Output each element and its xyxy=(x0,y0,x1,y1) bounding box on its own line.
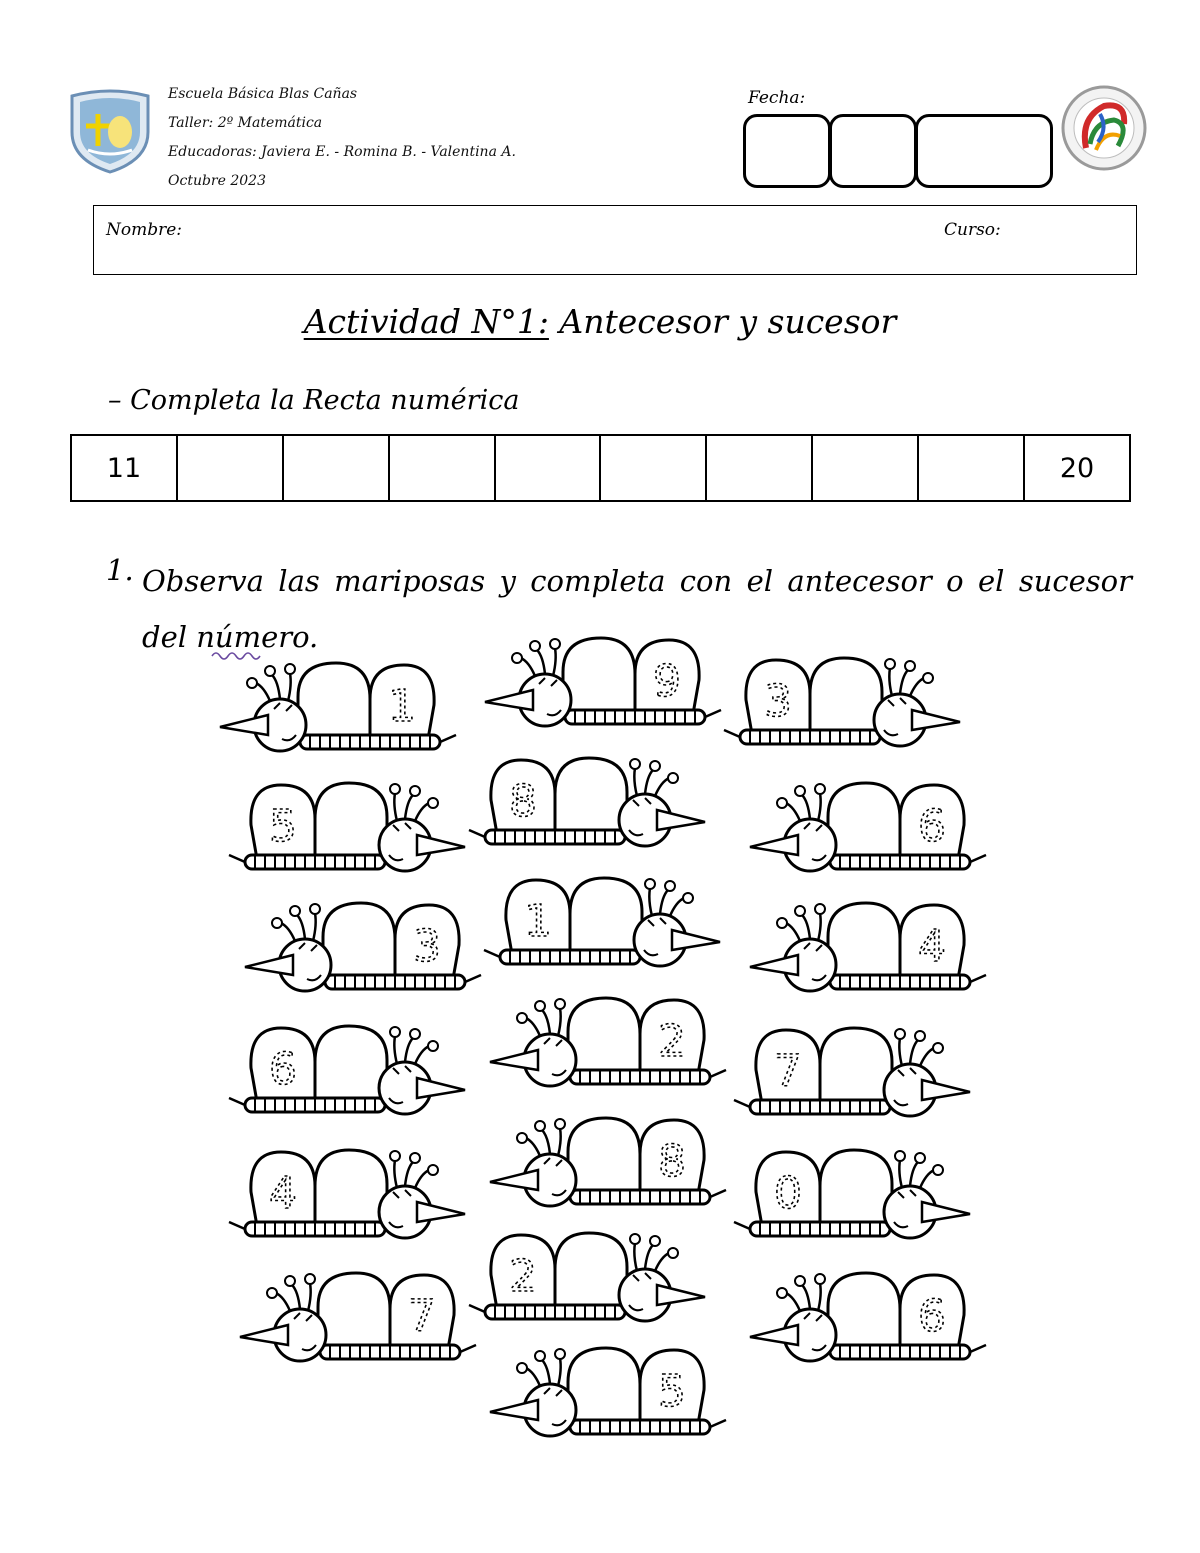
butterfly xyxy=(750,1273,986,1361)
butterfly-number: 7 xyxy=(774,1046,802,1097)
question-text: Observa las mariposas y completa con el antecesor o el sucesor del número. xyxy=(142,564,1132,654)
butterfly-number: 5 xyxy=(269,801,297,852)
butterfly xyxy=(469,1233,705,1321)
butterfly-nose xyxy=(657,810,705,830)
butterfly-wing-back xyxy=(820,1150,892,1226)
butterfly-nose xyxy=(922,1080,970,1100)
butterfly xyxy=(490,1118,726,1206)
butterfly xyxy=(229,783,465,871)
butterfly-nose xyxy=(750,1325,798,1345)
butterfly-wing-back xyxy=(568,1118,640,1194)
butterfly-number: 1 xyxy=(388,681,416,732)
butterfly-number: 8 xyxy=(509,776,537,827)
header-workshop: Taller: 2º Matemática xyxy=(168,115,323,131)
butterfly-number: 4 xyxy=(269,1168,297,1219)
butterfly xyxy=(724,658,960,746)
butterfly-nose xyxy=(240,1325,288,1345)
number-line-instruction: – Completa la Recta numérica xyxy=(108,385,520,416)
butterfly-number: 9 xyxy=(653,656,681,707)
butterfly-wing-back xyxy=(568,1348,640,1424)
butterfly xyxy=(750,903,986,991)
butterfly-nose xyxy=(417,1078,465,1098)
butterfly-wing-back xyxy=(323,903,395,979)
butterfly-number: 5 xyxy=(658,1366,686,1417)
number-line-cell[interactable]: 20 xyxy=(1024,435,1130,501)
butterfly xyxy=(229,1026,465,1114)
butterfly-number: 4 xyxy=(918,921,946,972)
butterfly-wing-back xyxy=(828,903,900,979)
butterfly-nose xyxy=(490,1170,538,1190)
butterfly-wing-back xyxy=(555,1233,627,1309)
number-line-cell[interactable]: 11 xyxy=(71,435,177,501)
butterfly-number: 0 xyxy=(774,1168,802,1219)
course-label: Curso: xyxy=(944,220,1001,240)
activity-title-topic: Antecesor y sucesor xyxy=(548,302,897,341)
butterfly-wing-back xyxy=(810,658,882,734)
butterfly-number: 1 xyxy=(524,896,552,947)
butterfly xyxy=(490,1348,726,1436)
butterfly xyxy=(245,903,481,991)
butterfly-wing-back xyxy=(570,878,642,954)
butterfly xyxy=(229,1150,465,1238)
butterfly-wing-back xyxy=(563,638,635,714)
butterfly-number: 2 xyxy=(658,1016,686,1067)
butterfly-wing-back xyxy=(315,1026,387,1102)
butterfly xyxy=(469,758,705,846)
butterfly xyxy=(220,663,456,751)
butterfly-wing-back xyxy=(555,758,627,834)
butterfly-number: 6 xyxy=(918,801,946,852)
butterfly-number: 3 xyxy=(413,921,441,972)
butterfly-nose xyxy=(750,835,798,855)
butterfly-wing-back xyxy=(315,783,387,859)
butterfly xyxy=(734,1150,970,1238)
butterfly-nose xyxy=(912,710,960,730)
butterfly-nose xyxy=(657,1285,705,1305)
butterfly xyxy=(734,1028,970,1116)
header-teachers: Educadoras: Javiera E. - Romina B. - Valentina A. xyxy=(168,144,516,160)
butterfly-wing-back xyxy=(828,1273,900,1349)
butterfly-nose xyxy=(485,690,533,710)
butterfly-nose xyxy=(750,955,798,975)
butterfly-number: 8 xyxy=(658,1136,686,1187)
activity-title-number: Actividad N°1: xyxy=(303,302,549,341)
butterfly xyxy=(490,998,726,1086)
butterfly-nose xyxy=(672,930,720,950)
date-label: Fecha: xyxy=(748,88,806,108)
butterfly-nose xyxy=(922,1202,970,1222)
butterfly xyxy=(240,1273,476,1361)
header-date-text: Octubre 2023 xyxy=(168,173,266,189)
butterfly xyxy=(750,783,986,871)
butterfly-number: 6 xyxy=(269,1044,297,1095)
butterfly-wing-back xyxy=(568,998,640,1074)
name-label: Nombre: xyxy=(106,220,183,240)
butterfly-wing-back xyxy=(318,1273,390,1349)
butterfly-nose xyxy=(220,715,268,735)
butterfly-number: 7 xyxy=(408,1291,436,1342)
butterfly xyxy=(485,638,721,726)
butterfly-nose xyxy=(490,1050,538,1070)
butterfly-nose xyxy=(417,1202,465,1222)
butterfly-nose xyxy=(245,955,293,975)
butterfly-nose xyxy=(417,835,465,855)
butterfly-wing-back xyxy=(828,783,900,859)
butterfly-wing-back xyxy=(315,1150,387,1226)
butterfly-number: 3 xyxy=(764,676,792,727)
butterfly-wing-back xyxy=(820,1028,892,1104)
butterfly-nose xyxy=(490,1400,538,1420)
butterfly-number: 2 xyxy=(509,1251,537,1302)
header-school-name: Escuela Básica Blas Cañas xyxy=(168,86,358,102)
butterfly xyxy=(484,878,720,966)
butterfly-number: 6 xyxy=(918,1291,946,1342)
butterfly-wing-back xyxy=(298,663,370,739)
question-number: 1. xyxy=(106,553,134,587)
